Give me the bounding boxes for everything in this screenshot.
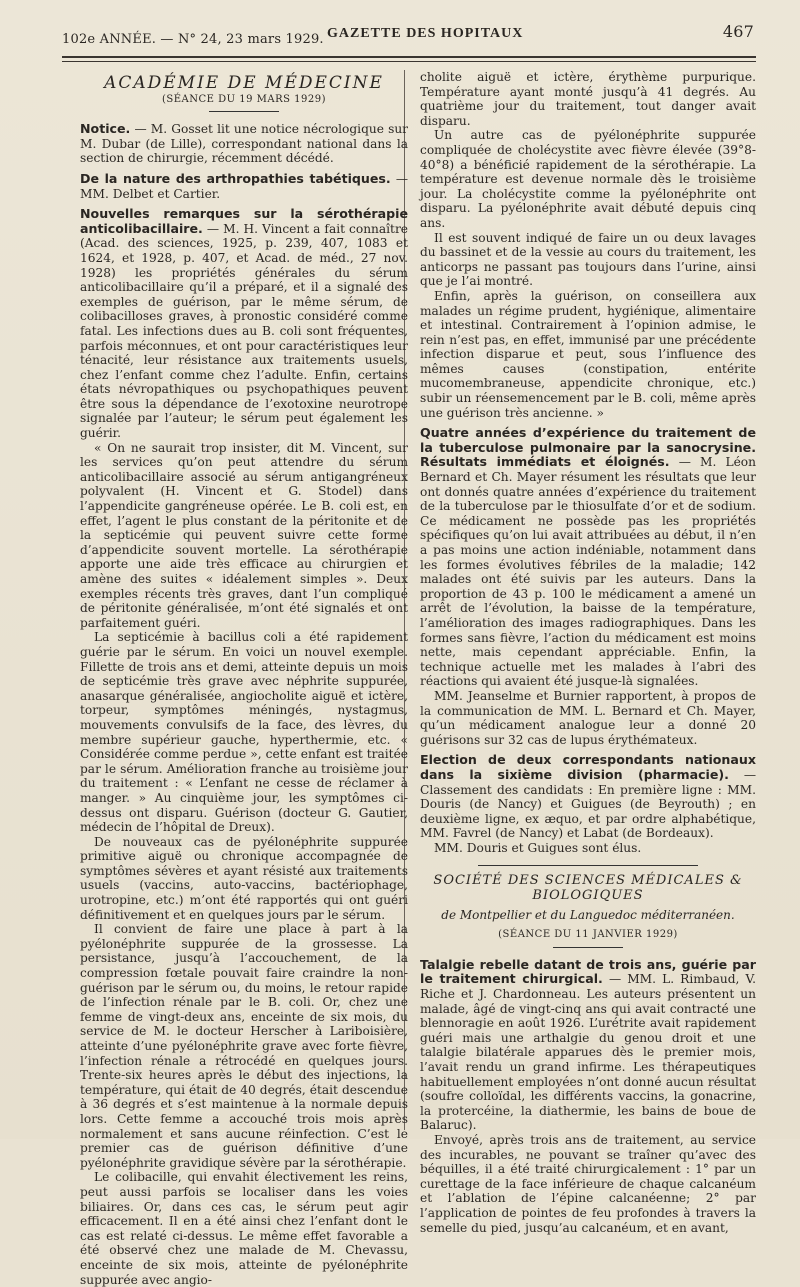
paragraph: La septicémie à bacillus coli a été rapidement guérie par le sérum. En voici un nouvel exemple. Fillette de trois ans et demi, atteinte depuis un mois de septicémie très grave avec néphrite suppurée, anasarque généralisée, angiocholite aiguë et ictère, torpeur, symptômes méningés, nystagmus, mouvements convulsifs de la face, des lèvres, du membre supérieur gauche, hyperthermie, etc. « Considérée comme perdue », cette enfant est traitée par le sérum. Amélioration franche au troisième jour du traitement : « L’enfant ne cesse de réclamer à manger. » Au cinquième jour, les symptômes ci-dessus ont disparu. Guérison (docteur G. Gautier, médecin de l’hôpital de Dreux). (80, 630, 408, 835)
paragraph: Il convient de faire une place à part à la pyélonéphrite suppurée de la grossesse. La persistance, jusqu’à l’accouchement, de la compression fœtale pouvait faire craindre la non-guérison par le sérum ou, du moins, le retour rapide de l’infection rénale par le B. coli. Or, chez une femme de vingt-deux ans, enceinte de six mois, du service de M. le docteur Herscher à Lariboisière, atteinte d’une pyélonéphrite grave avec forte fièvre, l’infection rénale a rétrocédé en quelques jours. Trente-six heures après le début des injections, la température, qui était de 40 degrés, était descendue à 36 degrés et s’est maintenue à la normale depuis lors. Cette femme a accouché trois mois après normalement et sans aucune réinfection. C’est le premier cas de guérison définitive d’une pyélonéphrite gravidique sévère par la sérothérapie. (80, 922, 408, 1170)
issue-info: 102e ANNÉE. — N° 24, 23 mars 1929. (62, 32, 324, 47)
arthro-title: De la nature des arthropathies tabétiques. (80, 170, 391, 186)
paragraph: De nouveaux cas de pyélonéphrite suppurée primitive aiguë ou chronique accompagnée de symptômes sévères et ayant résisté aux traitements usuels (vaccins, auto-vaccins, bactériophage, urotropine, etc.) m’ont été rapportés qui ont guéri définitivement et en quelques jours par le sérum. (80, 834, 408, 922)
society-title: SOCIÉTÉ DES SCIENCES MÉDICALES & BIOLOGIQUES (433, 873, 743, 904)
tb-text: — M. Léon Bernard et Ch. Mayer résument les résultats que leur ont donnés quatre années d’expérience du traitement de la tuberculose par le thiosulfate d’or et de sodium. Ce médicament ne possède pas les propriétés spécifiques qu’on lui avait attribuées au début, il n’en a pas moins une action indéniable, notamment dans les formes évolutives fébriles de la maladie; 142 malades ont été suivis par les auteurs. Dans la proportion de 43 p. 100 le médicament a amené un arrêt de l’évolution, la baisse de la température, l’amélioration des images radiographiques. Dans les formes sans fièvre, l’action du médicament est moins nette, mais cependant appréciable. Enfin, la technique actuelle met les malades à l’abri des réactions qui avaient été jusque-là signalées. (420, 455, 756, 689)
notice-paragraph (80, 122, 408, 166)
talalgie-paragraph (420, 958, 756, 1133)
talalgie-text: — MM. L. Rimbaud, V. Riche et J. Chardonneau. Les auteurs présentent un malade, âgé de vingt-cinq ans qui avait contracté une blennoragie en août 1926. L’urétrite avait rapidement guéri mais une arthalgie du genou droit et une talalgie bilatérale apparues dès le premier mois, l’avait rendu un grand infirme. Les thérapeutiques habituellement employées n’ont donné aucun résultat (soufre colloïdal, les différents vaccins, la gonacrine, la protercéine, la diathermie, les bains de boue de Balaruc). (420, 972, 757, 1133)
paragraph: Il est souvent indiqué de faire un ou deux lavages du bassinet et de la vessie au cours du traitement, les anticorps ne passant pas toujours dans l’urine, ainsi que je l’ai montré. (420, 230, 756, 289)
notice-text: — M. Gosset lit une notice nécrologique sur M. Dubar (de Lille), correspondant national dans la section de chirurgie, récemment décédé. (80, 122, 409, 166)
section-rule (478, 865, 698, 866)
paragraph: MM. Douris et Guigues sont élus. (434, 840, 642, 855)
paragraph: cholite aiguë et ictère, érythème purpurique. Température ayant monté jusqu’à 41 degrés. Au quatrième jour du traitement, tout danger avait disparu. (420, 70, 756, 128)
seance-date-2: (SÉANCE DU 11 JANVIER 1929) (498, 929, 678, 941)
society-subtitle: de Montpellier et du Languedoc méditerranéen. (441, 907, 735, 922)
election-text: — Classement des candidats : En première ligne : MM. Douris (de Nancy) et Guigues (de Beyrouth) ; en deuxième ligne, ex æquo, et par ordre alphabétique, MM. Favrel (de Nancy) et Labat (de Bordeaux). (420, 767, 756, 841)
page-number: 467 (722, 22, 754, 41)
paragraph: Envoyé, après trois ans de traitement, au service des incurables, ne pouvant se traîner qu’avec des béquilles, il a été traité chirurgicalement : 1° par un curettage de la face inférieure de chaque calcanéum et l’ablation de l’épine calcanéenne; 2° par l’application de pointes de feu profondes à travers la semelle du pied, jusqu’au calcanéum, et en avant, (420, 1132, 756, 1235)
left-column (80, 70, 408, 1287)
arthro-text: — MM. Delbet et Cartier. (80, 171, 408, 201)
paragraph: MM. Jeanselme et Burnier rapportent, à propos de la communication de MM. L. Bernard et Ch. Mayer, qu’un médicament analogue leur a donné 20 guérisons sur 32 cas de lupus érythémateux. (420, 688, 756, 747)
short-rule (553, 947, 623, 948)
notice-title: Notice. (80, 121, 131, 137)
right-column (420, 70, 756, 1235)
page-header (62, 22, 760, 52)
paragraph: Un autre cas de pyélonéphrite suppurée compliquée de cholécystite avec fièvre élevée (39°8-40°8) a bénéficié rapidement de la sérothérapie. La température est devenue normale dès le troisième jour. La cholécystite comme la pyélonéphrite ont disparu. La pyélonéphrite avait débuté depuis cinq ans. (420, 128, 756, 230)
paragraph: Le colibacille, qui envahit électivement les reins, peut aussi parfois se localiser dans les voies biliaires. Or, dans ces cas, le sérum peut agir efficacement. Il en a été ainsi chez l’enfant dont le cas est relaté ci-dessus. Le même effet favorable a été observé chez une malade de M. Chevassu, enceinte de six mois, atteinte de pyélonéphrite suppurée avec angio- (80, 1170, 408, 1287)
section-title: ACADÉMIE DE MÉDECINE (104, 73, 384, 93)
seance-date: (SÉANCE DU 19 MARS 1929) (161, 93, 327, 105)
arthro-paragraph (80, 172, 408, 201)
header-rule (62, 56, 756, 58)
tb-paragraph (420, 426, 756, 689)
paragraph: « On ne saurait trop insister, dit M. Vincent, sur les services qu’on peut attendre du sérum anticolibacillaire associé au sérum antigangréneux polyvalent (H. Vincent et G. Stodel) dans l’appendicite gangréneuse opérée. Le B. coli est, en effet, l’agent le plus constant de la péritonite et de la septicémie qui peuvent suivre cette forme d’appendicite souvent mortelle. La sérothérapie apporte une aide très efficace au chirurgien et amène des suites « idéalement simples ». Deux exemples récents très graves, dant l’un compliqué de péritonite généralisée, m’ont été signalés et ont parfaitement guéri. (80, 440, 408, 630)
election-paragraph (420, 753, 756, 841)
paragraph: Enfin, après la guérison, on conseillera aux malades un régime prudent, hygiénique, alimentaire et intestinal. Contrairement à l’opinion admise, le rein n’est pas, en effet, immunisé par une précédente infection disparue et peut, sous l’influence des mêmes causes (constipation, entérite mucomembraneuse, appendicite chronique, etc.) subir un réensemencement par le B. coli, même après une guérison très ancienne. » (420, 288, 756, 420)
sero-text: — M. H. Vincent a fait connaître (Acad. des sciences, 1925, p. 239, 407, 1083 et 1624, et 1928, p. 407, et Acad. de méd., 27 nov. 1928) les propriétés générales du sérum anticolibacillaire qu’il a préparé, et il a signalé des exemples de guérison, par le même sérum, de colibacilloses graves, à pronostic considéré comme fatal. Les infections dues au B. coli sont fréquentes, parfois méconnues, et ont pour caractéristiques leur ténacité, leur résistance aux traitements usuels, chez l’enfant comme chez l’adulte. Enfin, certains états névropathiques ou psychopathiques peuvent être sous la dépendance de l’exotoxine neurotrope signalée par l’auteur; le sérum peut également les guérir. (80, 221, 408, 441)
journal-title: GAZETTE DES HOPITAUX (327, 26, 524, 41)
sero-title: Nouvelles remarques sur la sérothérapie anticolibacillaire. (80, 206, 408, 236)
header-rule-thin (62, 61, 756, 62)
election-title: Election de deux correspondants nationaux dans la sixième division (pharmacie). (420, 752, 756, 782)
short-rule (209, 111, 279, 112)
tb-title: Quatre années d’expérience du traitement de la tuberculose pulmonaire par la sanocrysine. Résultats immédiats et éloignés. (420, 425, 756, 470)
talalgie-title: Talalgie rebelle datant de trois ans, guérie par le traitement chirurgical. (420, 956, 756, 987)
sero-paragraph (80, 207, 408, 441)
